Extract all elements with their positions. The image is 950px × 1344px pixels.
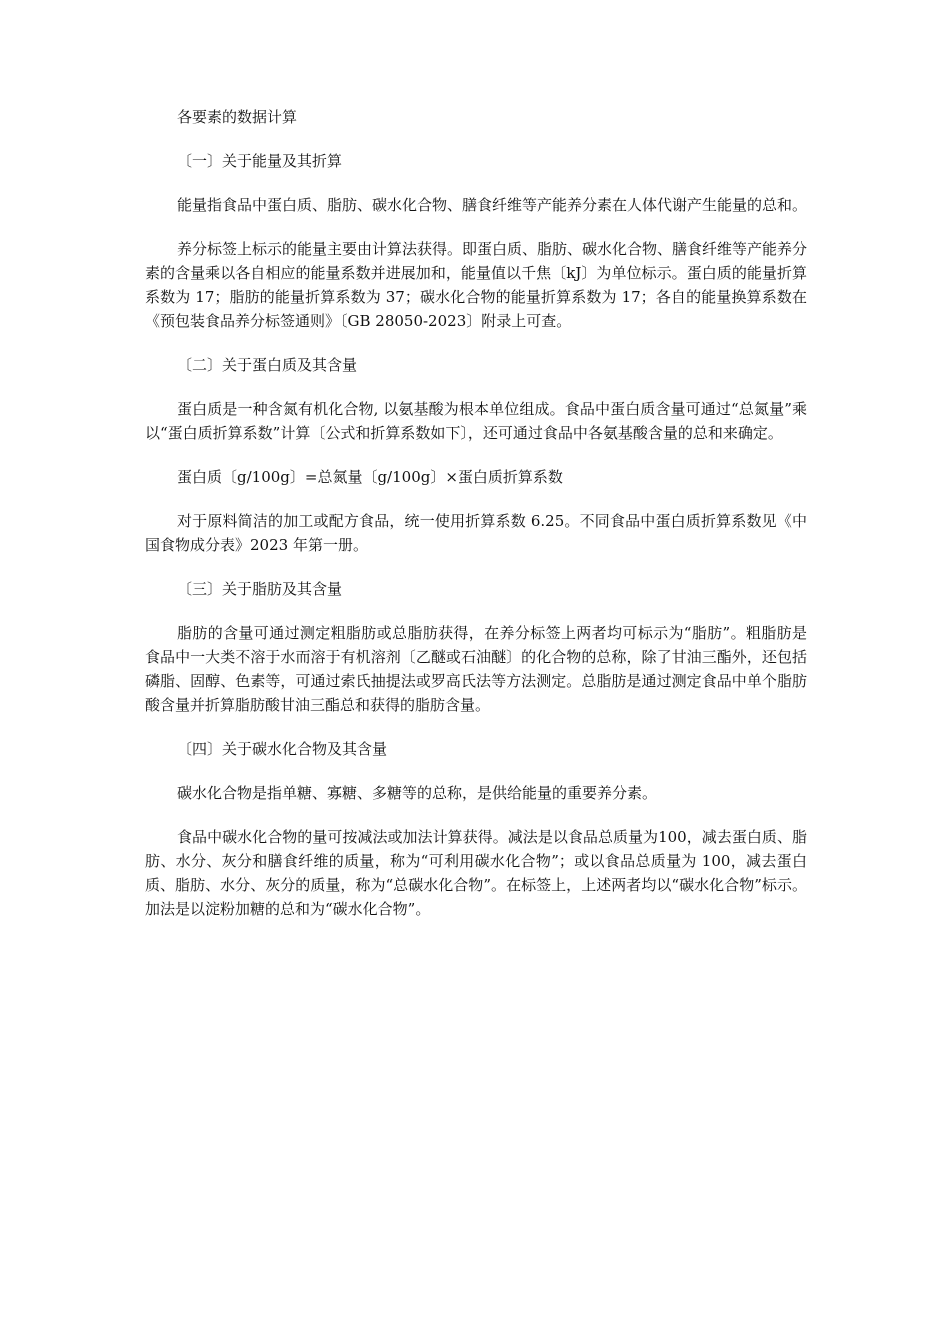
document-page bbox=[145, 105, 807, 941]
paragraph: 蛋白质是一种含氮有机化合物, 以氨基酸为根本单位组成。食品中蛋白质含量可通过“总氮量”乘以“蛋白质折算系数”计算〔公式和折算系数如下〕，还可通过食品中各氨基酸含量的总和来确定。 bbox=[145, 400, 807, 442]
paragraph: 能量指食品中蛋白质、脂肪、碳水化合物、膳食纤维等产能养分素在人体代谢产生能量的总和。 bbox=[177, 196, 808, 214]
paragraph: 对于原料简洁的加工或配方食品，统一使用折算系数 6.25。不同食品中蛋白质折算系数见《中国食物成分表》2023 年第一册。 bbox=[145, 512, 807, 554]
paragraph: 脂肪的含量可通过测定粗脂肪或总脂肪获得，在养分标签上两者均可标示为“脂肪”。粗脂肪是食品中一大类不溶于水而溶于有机溶剂〔乙醚或石油醚〕的化合物的总称，除了甘油三酯外，还包括磷脂、固醇、色素等，可通过索氏抽提法或罗高氏法等方法测定。总脂肪是通过测定食品中单个脂肪酸含量并折算脂肪酸甘油三酯总和获得的脂肪含量。 bbox=[145, 624, 807, 714]
section-heading-energy: 〔一〕关于能量及其折算 bbox=[177, 152, 343, 170]
paragraph: 养分标签上标示的能量主要由计算法获得。即蛋白质、脂肪、碳水化合物、膳食纤维等产能养分素的含量乘以各自相应的能量系数并进展加和，能量值以千焦〔kJ〕为单位标示。蛋白质的能量折算系数为 17；脂肪的能量折算系数为 37；碳水化合物的能量折算系数为 17；各自的能量换算系数在《预包装食品养分标签通则》〔GB 28050-2023〕附录上可查。 bbox=[145, 240, 808, 330]
protein-formula: 蛋白质〔g/100g〕=总氮量〔g/100g〕×蛋白质折算系数 bbox=[177, 468, 563, 486]
paragraph: 碳水化合物是指单糖、寡糖、多糖等的总称，是供给能量的重要养分素。 bbox=[177, 784, 658, 802]
paragraph: 食品中碳水化合物的量可按减法或加法计算获得。减法是以食品总质量为100，减去蛋白质、脂肪、水分、灰分和膳食纤维的质量，称为“可利用碳水化合物”；或以食品总质量为 100，减去蛋白质、脂肪、水分、灰分的质量，称为“总碳水化合物”。在标签上，上述两者均以“碳水化合物”标示。加法是以淀粉加糖的总和为“碳水化合物”。 bbox=[145, 828, 807, 918]
section-heading-fat: 〔三〕关于脂肪及其含量 bbox=[177, 580, 343, 598]
document-title: 各要素的数据计算 bbox=[177, 108, 298, 126]
section-heading-protein: 〔二〕关于蛋白质及其含量 bbox=[177, 356, 358, 374]
section-heading-carbohydrate: 〔四〕关于碳水化合物及其含量 bbox=[177, 740, 388, 758]
